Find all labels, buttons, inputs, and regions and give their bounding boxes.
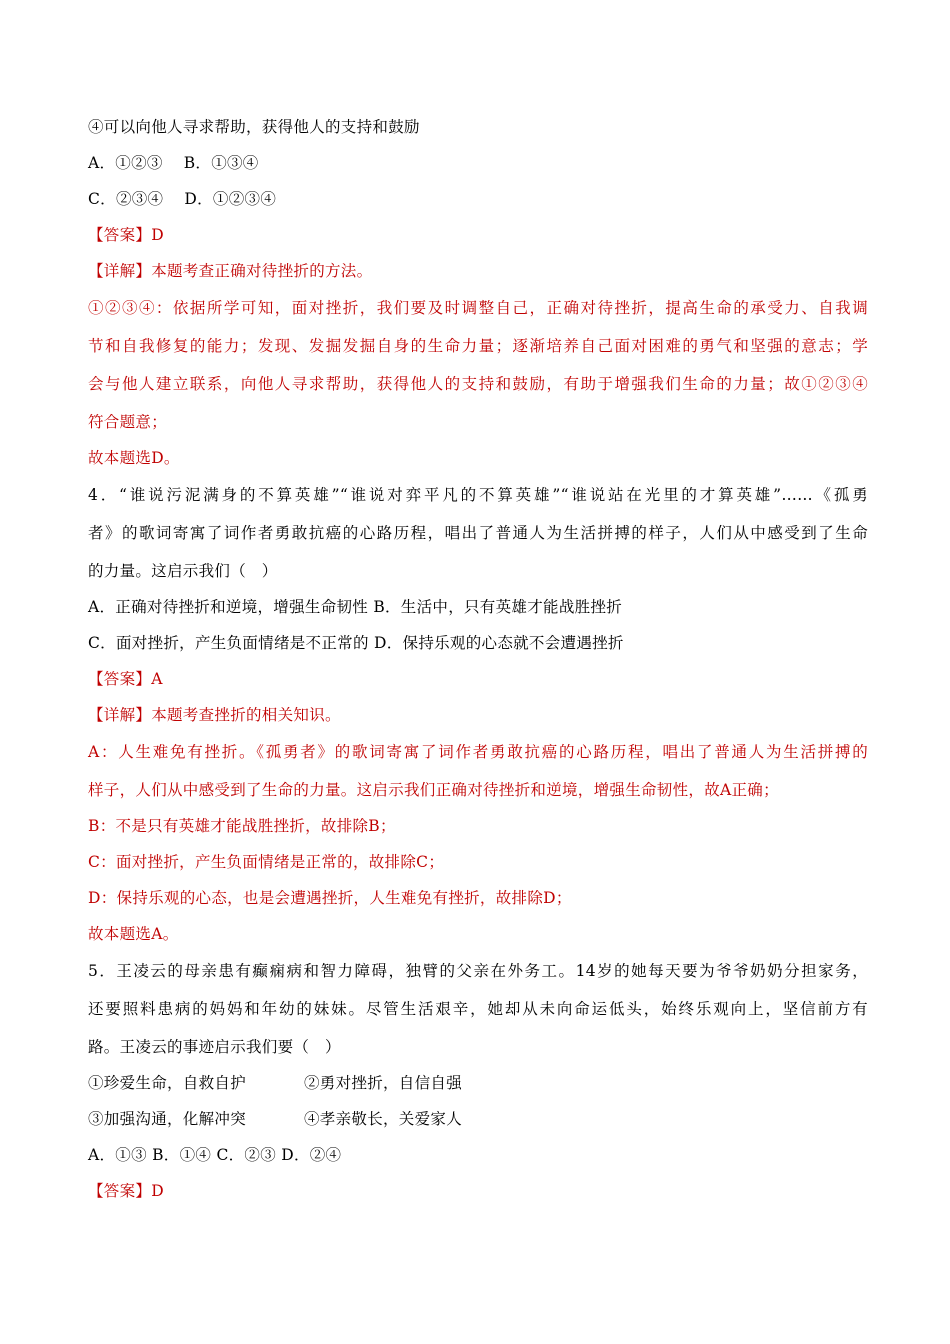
detail-intro: 本题考查正确对待挫折的方法。 <box>151 262 373 280</box>
q4-explain-a-line-2: 样子，人们从中感受到了生命的力量。这启示我们正确对待挫折和逆境，增强生命韧性，故A正确； <box>88 781 779 799</box>
answer-value: A <box>151 670 163 688</box>
q4-stem-line-1: 4．“谁说污泥满身的不算英雄”“谁说对弈平凡的不算英雄”“谁说站在光里的才算英雄”……《孤勇 <box>88 486 868 504</box>
q4-choices-cd: C．面对挫折，产生负面情绪是不正常的 D．保持乐观的心态就不会遭遇挫折 <box>88 634 624 652</box>
q5-option-3: ③加强沟通，化解冲突 <box>88 1110 247 1128</box>
q5-stem-line-3: 路。王凌云的事迹启示我们要（ ） <box>88 1038 341 1056</box>
q3-answer <box>88 224 868 246</box>
detail-tag: 【详解】 <box>88 262 152 280</box>
q5-stem-line-1: 5．王凌云的母亲患有癫痫病和智力障碍，独臂的父亲在外务工。14岁的她每天要为爷爷奶奶分担家务， <box>88 962 868 980</box>
answer-tag: 【答案】 <box>88 1182 152 1200</box>
answer-value: D <box>151 226 164 244</box>
q4-answer <box>88 668 868 690</box>
q3-choices-cd: C．②③④ D．①②③④ <box>88 190 277 208</box>
q4-explain-a-line-1: A：人生难免有挫折。《孤勇者》的歌词寄寓了词作者勇敢抗癌的心路历程，唱出了普通人为生活拼搏的 <box>88 743 868 761</box>
q4-conclusion: 故本题选A。 <box>88 925 179 943</box>
q4-stem-line-3: 的力量。这启示我们（ ） <box>88 562 278 580</box>
q4-explain-d: D：保持乐观的心态，也是会遭遇挫折，人生难免有挫折，故排除D； <box>88 889 572 907</box>
q5-option-4: ④孝亲敬长，关爱家人 <box>304 1110 463 1128</box>
detail-tag: 【详解】 <box>88 706 152 724</box>
q3-explain-line-4: 符合题意； <box>88 413 168 431</box>
q4-explain-b: B：不是只有英雄才能战胜挫折，故排除B； <box>88 817 396 835</box>
q3-conclusion: 故本题选D。 <box>88 449 180 467</box>
detail-intro: 本题考查挫折的相关知识。 <box>151 706 341 724</box>
q5-choices: A．①③ B．①④ C．②③ D．②④ <box>88 1146 342 1164</box>
answer-value: D <box>151 1182 164 1200</box>
q5-option-1: ①珍爱生命，自救自护 <box>88 1074 247 1092</box>
q3-choices-ab: A．①②③ B．①③④ <box>88 154 259 172</box>
q4-detail <box>88 704 868 726</box>
answer-tag: 【答案】 <box>88 226 152 244</box>
q3-explain-line-3: 会与他人建立联系，向他人寻求帮助，获得他人的支持和鼓励，有助于增强我们生命的力量；故①②③④ <box>88 375 868 393</box>
q5-option-2: ②勇对挫折，自信自强 <box>304 1074 463 1092</box>
q5-options-row-1 <box>88 1072 868 1094</box>
q5-stem-line-2: 还要照料患病的妈妈和年幼的妹妹。尽管生活艰辛，她却从未向命运低头，始终乐观向上，坚信前方有 <box>88 1000 868 1018</box>
q4-explain-c: C：面对挫折，产生负面情绪是正常的，故排除C； <box>88 853 445 871</box>
q3-detail <box>88 260 868 282</box>
q3-option-4: ④可以向他人寻求帮助，获得他人的支持和鼓励 <box>88 118 420 136</box>
q3-explain-line-2: 节和自我修复的能力；发现、发掘发掘自身的生命力量；逐渐培养自己面对困难的勇气和坚强的意志；学 <box>88 337 868 355</box>
answer-tag: 【答案】 <box>88 670 152 688</box>
q4-stem-line-2: 者》的歌词寄寓了词作者勇敢抗癌的心路历程，唱出了普通人为生活拼搏的样子，人们从中感受到了生命 <box>88 524 868 542</box>
q4-choices-ab: A．正确对待挫折和逆境，增强生命韧性 B．生活中，只有英雄才能战胜挫折 <box>88 598 623 616</box>
q5-answer <box>88 1180 868 1202</box>
q3-explain-line-1: ①②③④：依据所学可知，面对挫折，我们要及时调整自己，正确对待挫折，提高生命的承受力、自我调 <box>88 299 868 317</box>
q5-options-row-2 <box>88 1108 868 1130</box>
